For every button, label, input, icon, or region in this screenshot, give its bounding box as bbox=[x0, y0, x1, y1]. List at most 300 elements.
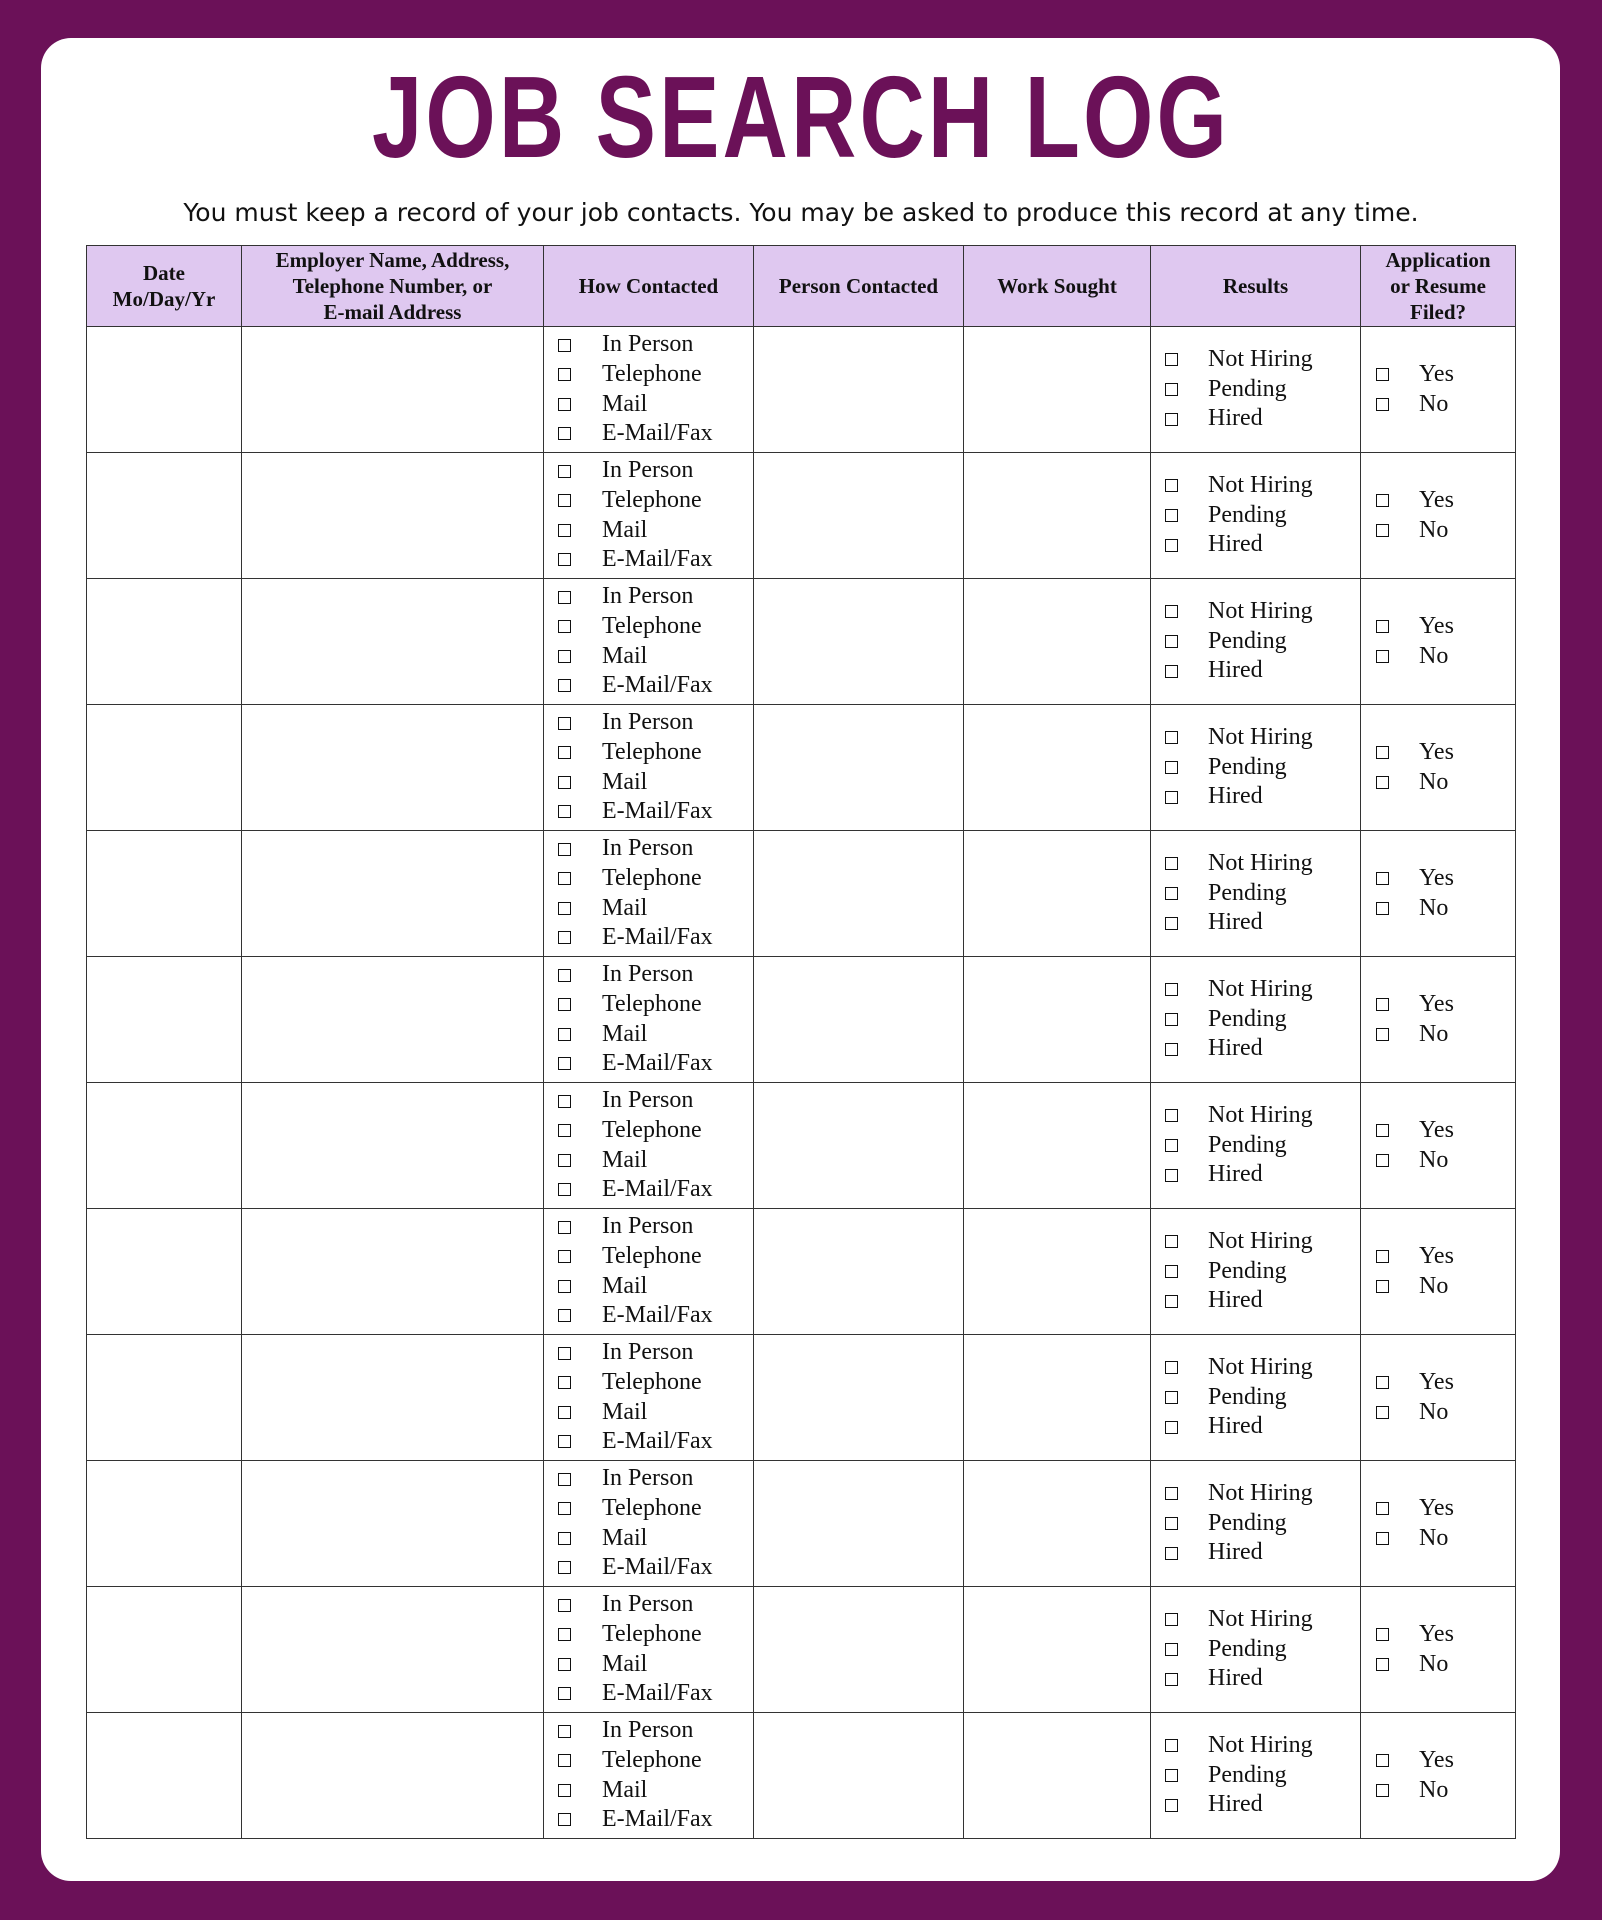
filed-option-label: Yes bbox=[1419, 1620, 1454, 1647]
checkbox-icon[interactable] bbox=[1165, 1139, 1178, 1152]
checkbox-icon[interactable] bbox=[558, 679, 571, 692]
checkbox-icon[interactable] bbox=[558, 1347, 571, 1360]
how-contacted-option-label: Mail bbox=[602, 1650, 648, 1677]
checkbox-icon[interactable] bbox=[1165, 635, 1178, 648]
header-person-contacted: Person Contacted bbox=[754, 246, 964, 327]
checkbox-icon[interactable] bbox=[558, 1687, 571, 1700]
date-cell[interactable] bbox=[87, 831, 242, 957]
checkbox-icon[interactable] bbox=[1376, 1532, 1389, 1545]
checkbox-icon[interactable] bbox=[1165, 605, 1178, 618]
how-contacted-option-label: Telephone bbox=[602, 738, 702, 765]
how-contacted-option-label: Telephone bbox=[602, 360, 702, 387]
filed-option-label: Yes bbox=[1419, 1494, 1454, 1521]
filed-option bbox=[1376, 486, 1515, 516]
how-contacted-option-label: Telephone bbox=[602, 1116, 702, 1143]
result-option-label: Hired bbox=[1208, 657, 1263, 684]
checkbox-icon[interactable] bbox=[1376, 1658, 1389, 1671]
checkbox-icon[interactable] bbox=[1376, 494, 1389, 507]
checkbox-icon[interactable] bbox=[558, 872, 571, 885]
how-contacted-option bbox=[558, 360, 753, 390]
result-option-label: Pending bbox=[1208, 1005, 1287, 1032]
checkbox-icon[interactable] bbox=[1165, 1739, 1178, 1752]
filed-option-label: Yes bbox=[1419, 738, 1454, 765]
filed-option-label: Yes bbox=[1419, 486, 1454, 513]
checkbox-icon[interactable] bbox=[1165, 1265, 1178, 1278]
person-contacted-cell[interactable] bbox=[754, 705, 964, 831]
date-cell[interactable] bbox=[87, 327, 242, 453]
person-contacted-cell[interactable] bbox=[754, 1083, 964, 1209]
employer-cell[interactable] bbox=[242, 327, 544, 453]
employer-cell[interactable] bbox=[242, 957, 544, 1083]
checkbox-icon[interactable] bbox=[1165, 509, 1178, 522]
checkbox-icon[interactable] bbox=[558, 1406, 571, 1419]
how-contacted-option-label: E-Mail/Fax bbox=[602, 420, 713, 447]
how-contacted-option-label: E-Mail/Fax bbox=[602, 798, 713, 825]
how-contacted-option bbox=[558, 545, 753, 575]
result-option bbox=[1165, 879, 1360, 909]
how-contacted-option bbox=[558, 1242, 753, 1272]
result-option bbox=[1165, 1101, 1360, 1131]
person-contacted-cell[interactable] bbox=[754, 1713, 964, 1839]
checkbox-icon[interactable] bbox=[1376, 1028, 1389, 1041]
result-option bbox=[1165, 1353, 1360, 1383]
checkbox-icon[interactable] bbox=[1165, 353, 1178, 366]
filed-option-label: No bbox=[1419, 1020, 1449, 1047]
checkbox-icon[interactable] bbox=[1165, 1613, 1178, 1626]
how-contacted-option-label: E-Mail/Fax bbox=[602, 924, 713, 951]
checkbox-icon[interactable] bbox=[1165, 1235, 1178, 1248]
results-cell bbox=[1151, 1209, 1361, 1335]
work-sought-cell[interactable] bbox=[964, 957, 1151, 1083]
result-options bbox=[1151, 345, 1360, 434]
result-option bbox=[1165, 1790, 1360, 1820]
date-cell[interactable] bbox=[87, 1083, 242, 1209]
result-option bbox=[1165, 908, 1360, 938]
checkbox-icon[interactable] bbox=[558, 1183, 571, 1196]
checkbox-icon[interactable] bbox=[1165, 917, 1178, 930]
person-contacted-cell[interactable] bbox=[754, 1587, 964, 1713]
employer-cell[interactable] bbox=[242, 1083, 544, 1209]
checkbox-icon[interactable] bbox=[558, 1124, 571, 1137]
checkbox-icon[interactable] bbox=[558, 1784, 571, 1797]
filed-option bbox=[1376, 1494, 1515, 1524]
checkbox-icon[interactable] bbox=[558, 620, 571, 633]
checkbox-icon[interactable] bbox=[1165, 1043, 1178, 1056]
how-contacted-option bbox=[558, 768, 753, 798]
filed-options bbox=[1361, 864, 1515, 923]
result-option-label: Not Hiring bbox=[1208, 1606, 1313, 1633]
checkbox-icon[interactable] bbox=[558, 1628, 571, 1641]
how-contacted-option-label: Telephone bbox=[602, 612, 702, 639]
work-sought-cell[interactable] bbox=[964, 327, 1151, 453]
checkbox-icon[interactable] bbox=[558, 969, 571, 982]
checkbox-icon[interactable] bbox=[558, 1754, 571, 1767]
checkbox-icon[interactable] bbox=[558, 746, 571, 759]
work-sought-cell[interactable] bbox=[964, 1083, 1151, 1209]
how-contacted-cell bbox=[544, 579, 754, 705]
checkbox-icon[interactable] bbox=[1376, 368, 1389, 381]
checkbox-icon[interactable] bbox=[558, 339, 571, 352]
how-contacted-options bbox=[544, 1716, 753, 1834]
filed-option bbox=[1376, 738, 1515, 768]
employer-cell[interactable] bbox=[242, 1713, 544, 1839]
how-contacted-option-label: E-Mail/Fax bbox=[602, 1554, 713, 1581]
checkbox-icon[interactable] bbox=[558, 902, 571, 915]
filed-option bbox=[1376, 1776, 1515, 1806]
checkbox-icon[interactable] bbox=[1165, 1013, 1178, 1026]
work-sought-cell[interactable] bbox=[964, 1209, 1151, 1335]
how-contacted-option-label: In Person bbox=[602, 1213, 694, 1240]
checkbox-icon[interactable] bbox=[558, 1502, 571, 1515]
filed-option-label: No bbox=[1419, 894, 1449, 921]
filed-options bbox=[1361, 1242, 1515, 1301]
person-contacted-cell[interactable] bbox=[754, 327, 964, 453]
page-subtitle: You must keep a record of your job contacts. You may be asked to produce this record at any time. bbox=[183, 198, 1419, 227]
employer-cell[interactable] bbox=[242, 831, 544, 957]
result-option-label: Pending bbox=[1208, 1257, 1287, 1284]
checkbox-icon[interactable] bbox=[1165, 1295, 1178, 1308]
checkbox-icon[interactable] bbox=[558, 1280, 571, 1293]
checkbox-icon[interactable] bbox=[558, 465, 571, 478]
how-contacted-option-label: Mail bbox=[602, 642, 648, 669]
filed-option bbox=[1376, 360, 1515, 390]
how-contacted-option bbox=[558, 708, 753, 738]
checkbox-icon[interactable] bbox=[558, 398, 571, 411]
how-contacted-option-label: Mail bbox=[602, 1020, 648, 1047]
checkbox-icon[interactable] bbox=[558, 1250, 571, 1263]
person-contacted-cell[interactable] bbox=[754, 453, 964, 579]
date-cell[interactable] bbox=[87, 453, 242, 579]
person-contacted-cell[interactable] bbox=[754, 957, 964, 1083]
checkbox-icon[interactable] bbox=[1165, 1391, 1178, 1404]
how-contacted-option bbox=[558, 990, 753, 1020]
how-contacted-options bbox=[544, 708, 753, 826]
how-contacted-option bbox=[558, 1776, 753, 1806]
how-contacted-cell bbox=[544, 327, 754, 453]
how-contacted-option bbox=[558, 1650, 753, 1680]
filed-option-label: No bbox=[1419, 768, 1449, 795]
result-option-label: Pending bbox=[1208, 879, 1287, 906]
filed-option-label: Yes bbox=[1419, 1746, 1454, 1773]
checkbox-icon[interactable] bbox=[1376, 1250, 1389, 1263]
result-option bbox=[1165, 530, 1360, 560]
how-contacted-options bbox=[544, 456, 753, 574]
filed-option-label: No bbox=[1419, 1524, 1449, 1551]
filed-options bbox=[1361, 486, 1515, 545]
employer-cell[interactable] bbox=[242, 1209, 544, 1335]
how-contacted-option bbox=[558, 1086, 753, 1116]
checkbox-icon[interactable] bbox=[558, 553, 571, 566]
work-sought-cell[interactable] bbox=[964, 1461, 1151, 1587]
checkbox-icon[interactable] bbox=[558, 776, 571, 789]
how-contacted-option-label: Mail bbox=[602, 1272, 648, 1299]
checkbox-icon[interactable] bbox=[1376, 1154, 1389, 1167]
checkbox-icon[interactable] bbox=[1376, 1628, 1389, 1641]
result-option bbox=[1165, 1479, 1360, 1509]
work-sought-cell[interactable] bbox=[964, 1587, 1151, 1713]
filed-option bbox=[1376, 1650, 1515, 1680]
checkbox-icon[interactable] bbox=[1165, 383, 1178, 396]
filed-options bbox=[1361, 612, 1515, 671]
person-contacted-cell[interactable] bbox=[754, 831, 964, 957]
how-contacted-option bbox=[558, 1716, 753, 1746]
how-contacted-option-label: Mail bbox=[602, 1398, 648, 1425]
filed-option bbox=[1376, 1620, 1515, 1650]
result-option bbox=[1165, 501, 1360, 531]
checkbox-icon[interactable] bbox=[558, 1532, 571, 1545]
checkbox-icon[interactable] bbox=[558, 998, 571, 1011]
filed-option-label: Yes bbox=[1419, 990, 1454, 1017]
how-contacted-option-label: Mail bbox=[602, 768, 648, 795]
how-contacted-options bbox=[544, 582, 753, 700]
how-contacted-cell bbox=[544, 1083, 754, 1209]
filed-option-label: No bbox=[1419, 1650, 1449, 1677]
checkbox-icon[interactable] bbox=[558, 717, 571, 730]
checkbox-icon[interactable] bbox=[1376, 1406, 1389, 1419]
result-option bbox=[1165, 1412, 1360, 1442]
filed-option bbox=[1376, 894, 1515, 924]
date-cell[interactable] bbox=[87, 957, 242, 1083]
filed-option bbox=[1376, 990, 1515, 1020]
checkbox-icon[interactable] bbox=[1376, 902, 1389, 915]
result-option-label: Not Hiring bbox=[1208, 598, 1313, 625]
employer-cell[interactable] bbox=[242, 1461, 544, 1587]
checkbox-icon[interactable] bbox=[1165, 1517, 1178, 1530]
header-date: Date Mo/Day/Yr bbox=[87, 246, 242, 327]
checkbox-icon[interactable] bbox=[1165, 1487, 1178, 1500]
filed-option-label: No bbox=[1419, 390, 1449, 417]
filed-option bbox=[1376, 612, 1515, 642]
filed-option bbox=[1376, 642, 1515, 672]
date-cell[interactable] bbox=[87, 1335, 242, 1461]
work-sought-cell[interactable] bbox=[964, 579, 1151, 705]
checkbox-icon[interactable] bbox=[1165, 731, 1178, 744]
how-contacted-option-label: E-Mail/Fax bbox=[602, 546, 713, 573]
checkbox-icon[interactable] bbox=[558, 1658, 571, 1671]
checkbox-icon[interactable] bbox=[1376, 1124, 1389, 1137]
checkbox-icon[interactable] bbox=[1376, 1502, 1389, 1515]
person-contacted-cell[interactable] bbox=[754, 579, 964, 705]
how-contacted-option bbox=[558, 1524, 753, 1554]
date-cell[interactable] bbox=[87, 1209, 242, 1335]
result-option-label: Hired bbox=[1208, 1161, 1263, 1188]
work-sought-cell[interactable] bbox=[964, 831, 1151, 957]
result-option-label: Pending bbox=[1208, 1509, 1287, 1536]
result-option bbox=[1165, 849, 1360, 879]
checkbox-icon[interactable] bbox=[558, 931, 571, 944]
result-option bbox=[1165, 1286, 1360, 1316]
checkbox-icon[interactable] bbox=[558, 650, 571, 663]
checkbox-icon[interactable] bbox=[1165, 1169, 1178, 1182]
result-option-label: Hired bbox=[1208, 1665, 1263, 1692]
header-row bbox=[87, 246, 1516, 327]
filed-option bbox=[1376, 516, 1515, 546]
checkbox-icon[interactable] bbox=[1165, 665, 1178, 678]
work-sought-cell[interactable] bbox=[964, 1713, 1151, 1839]
checkbox-icon[interactable] bbox=[1376, 620, 1389, 633]
checkbox-icon[interactable] bbox=[1376, 1784, 1389, 1797]
checkbox-icon[interactable] bbox=[1376, 998, 1389, 1011]
result-option-label: Pending bbox=[1208, 375, 1287, 402]
date-cell[interactable] bbox=[87, 1587, 242, 1713]
how-contacted-options bbox=[544, 960, 753, 1078]
table-row bbox=[87, 705, 1516, 831]
checkbox-icon[interactable] bbox=[1376, 1754, 1389, 1767]
checkbox-icon[interactable] bbox=[558, 1095, 571, 1108]
checkbox-icon[interactable] bbox=[1165, 413, 1178, 426]
checkbox-icon[interactable] bbox=[1376, 776, 1389, 789]
checkbox-icon[interactable] bbox=[558, 1561, 571, 1574]
employer-cell[interactable] bbox=[242, 1335, 544, 1461]
checkbox-icon[interactable] bbox=[1165, 1673, 1178, 1686]
table-row bbox=[87, 1713, 1516, 1839]
application-filed-cell bbox=[1361, 1713, 1516, 1839]
page-title: JOB SEARCH LOG bbox=[371, 52, 1231, 182]
checkbox-icon[interactable] bbox=[558, 1057, 571, 1070]
result-option-label: Not Hiring bbox=[1208, 850, 1313, 877]
checkbox-icon[interactable] bbox=[1165, 791, 1178, 804]
checkbox-icon[interactable] bbox=[1376, 1280, 1389, 1293]
employer-cell[interactable] bbox=[242, 705, 544, 831]
checkbox-icon[interactable] bbox=[558, 1028, 571, 1041]
how-contacted-option bbox=[558, 894, 753, 924]
checkbox-icon[interactable] bbox=[1165, 857, 1178, 870]
how-contacted-cell bbox=[544, 1713, 754, 1839]
how-contacted-option bbox=[558, 1620, 753, 1650]
checkbox-icon[interactable] bbox=[558, 805, 571, 818]
how-contacted-option-label: In Person bbox=[602, 1339, 694, 1366]
application-filed-cell bbox=[1361, 327, 1516, 453]
checkbox-icon[interactable] bbox=[1165, 539, 1178, 552]
how-contacted-option-label: Mail bbox=[602, 390, 648, 417]
checkbox-icon[interactable] bbox=[558, 1725, 571, 1738]
result-options bbox=[1151, 1605, 1360, 1694]
work-sought-cell[interactable] bbox=[964, 705, 1151, 831]
how-contacted-option-label: Mail bbox=[602, 516, 648, 543]
checkbox-icon[interactable] bbox=[1376, 872, 1389, 885]
results-cell bbox=[1151, 1587, 1361, 1713]
checkbox-icon[interactable] bbox=[558, 843, 571, 856]
checkbox-icon[interactable] bbox=[558, 1154, 571, 1167]
result-option bbox=[1165, 1383, 1360, 1413]
employer-cell[interactable] bbox=[242, 579, 544, 705]
date-cell[interactable] bbox=[87, 1713, 242, 1839]
checkbox-icon[interactable] bbox=[1165, 1643, 1178, 1656]
checkbox-icon[interactable] bbox=[558, 1309, 571, 1322]
result-option-label: Pending bbox=[1208, 627, 1287, 654]
checkbox-icon[interactable] bbox=[1165, 983, 1178, 996]
work-sought-cell[interactable] bbox=[964, 453, 1151, 579]
header-how-contacted: How Contacted bbox=[544, 246, 754, 327]
result-option bbox=[1165, 345, 1360, 375]
how-contacted-options bbox=[544, 1464, 753, 1582]
checkbox-icon[interactable] bbox=[1165, 1799, 1178, 1812]
checkbox-icon[interactable] bbox=[558, 368, 571, 381]
checkbox-icon[interactable] bbox=[1165, 1769, 1178, 1782]
how-contacted-option bbox=[558, 1049, 753, 1079]
checkbox-icon[interactable] bbox=[1165, 761, 1178, 774]
checkbox-icon[interactable] bbox=[1165, 1109, 1178, 1122]
filed-option-label: No bbox=[1419, 1398, 1449, 1425]
filed-option-label: Yes bbox=[1419, 612, 1454, 639]
checkbox-icon[interactable] bbox=[1376, 746, 1389, 759]
how-contacted-option bbox=[558, 1212, 753, 1242]
result-option bbox=[1165, 782, 1360, 812]
person-contacted-cell[interactable] bbox=[754, 1209, 964, 1335]
how-contacted-options bbox=[544, 330, 753, 448]
date-cell[interactable] bbox=[87, 579, 242, 705]
checkbox-icon[interactable] bbox=[558, 1376, 571, 1389]
filed-option-label: No bbox=[1419, 516, 1449, 543]
checkbox-icon[interactable] bbox=[558, 591, 571, 604]
filed-options bbox=[1361, 1746, 1515, 1805]
filed-option-label: No bbox=[1419, 642, 1449, 669]
how-contacted-cell bbox=[544, 1335, 754, 1461]
checkbox-icon[interactable] bbox=[558, 494, 571, 507]
checkbox-icon[interactable] bbox=[1165, 887, 1178, 900]
checkbox-icon[interactable] bbox=[1165, 1361, 1178, 1374]
how-contacted-cell bbox=[544, 453, 754, 579]
checkbox-icon[interactable] bbox=[1165, 1421, 1178, 1434]
how-contacted-option bbox=[558, 486, 753, 516]
work-sought-cell[interactable] bbox=[964, 1335, 1151, 1461]
checkbox-icon[interactable] bbox=[558, 1813, 571, 1826]
date-cell[interactable] bbox=[87, 705, 242, 831]
how-contacted-option bbox=[558, 516, 753, 546]
employer-cell[interactable] bbox=[242, 453, 544, 579]
result-option bbox=[1165, 597, 1360, 627]
checkbox-icon[interactable] bbox=[1376, 650, 1389, 663]
table-row bbox=[87, 579, 1516, 705]
how-contacted-option-label: In Person bbox=[602, 709, 694, 736]
application-filed-cell bbox=[1361, 1209, 1516, 1335]
filed-options bbox=[1361, 1116, 1515, 1175]
how-contacted-option bbox=[558, 1368, 753, 1398]
checkbox-icon[interactable] bbox=[558, 1221, 571, 1234]
employer-cell[interactable] bbox=[242, 1587, 544, 1713]
how-contacted-option-label: E-Mail/Fax bbox=[602, 672, 713, 699]
how-contacted-option bbox=[558, 1746, 753, 1776]
checkbox-icon[interactable] bbox=[1165, 479, 1178, 492]
how-contacted-option-label: In Person bbox=[602, 457, 694, 484]
how-contacted-option-label: E-Mail/Fax bbox=[602, 1680, 713, 1707]
checkbox-icon[interactable] bbox=[1165, 1547, 1178, 1560]
checkbox-icon[interactable] bbox=[558, 1435, 571, 1448]
how-contacted-option-label: E-Mail/Fax bbox=[602, 1302, 713, 1329]
filed-options bbox=[1361, 1620, 1515, 1679]
date-cell[interactable] bbox=[87, 1461, 242, 1587]
checkbox-icon[interactable] bbox=[558, 427, 571, 440]
results-cell bbox=[1151, 705, 1361, 831]
checkbox-icon[interactable] bbox=[1376, 398, 1389, 411]
result-option bbox=[1165, 1005, 1360, 1035]
checkbox-icon[interactable] bbox=[1376, 1376, 1389, 1389]
how-contacted-option bbox=[558, 1805, 753, 1835]
checkbox-icon[interactable] bbox=[558, 1473, 571, 1486]
checkbox-icon[interactable] bbox=[1376, 524, 1389, 537]
checkbox-icon[interactable] bbox=[558, 524, 571, 537]
checkbox-icon[interactable] bbox=[558, 1599, 571, 1612]
result-option bbox=[1165, 723, 1360, 753]
how-contacted-option bbox=[558, 456, 753, 486]
person-contacted-cell[interactable] bbox=[754, 1335, 964, 1461]
how-contacted-option bbox=[558, 923, 753, 953]
result-option bbox=[1165, 1131, 1360, 1161]
table-row bbox=[87, 1335, 1516, 1461]
result-option bbox=[1165, 375, 1360, 405]
result-option-label: Not Hiring bbox=[1208, 346, 1313, 373]
person-contacted-cell[interactable] bbox=[754, 1461, 964, 1587]
